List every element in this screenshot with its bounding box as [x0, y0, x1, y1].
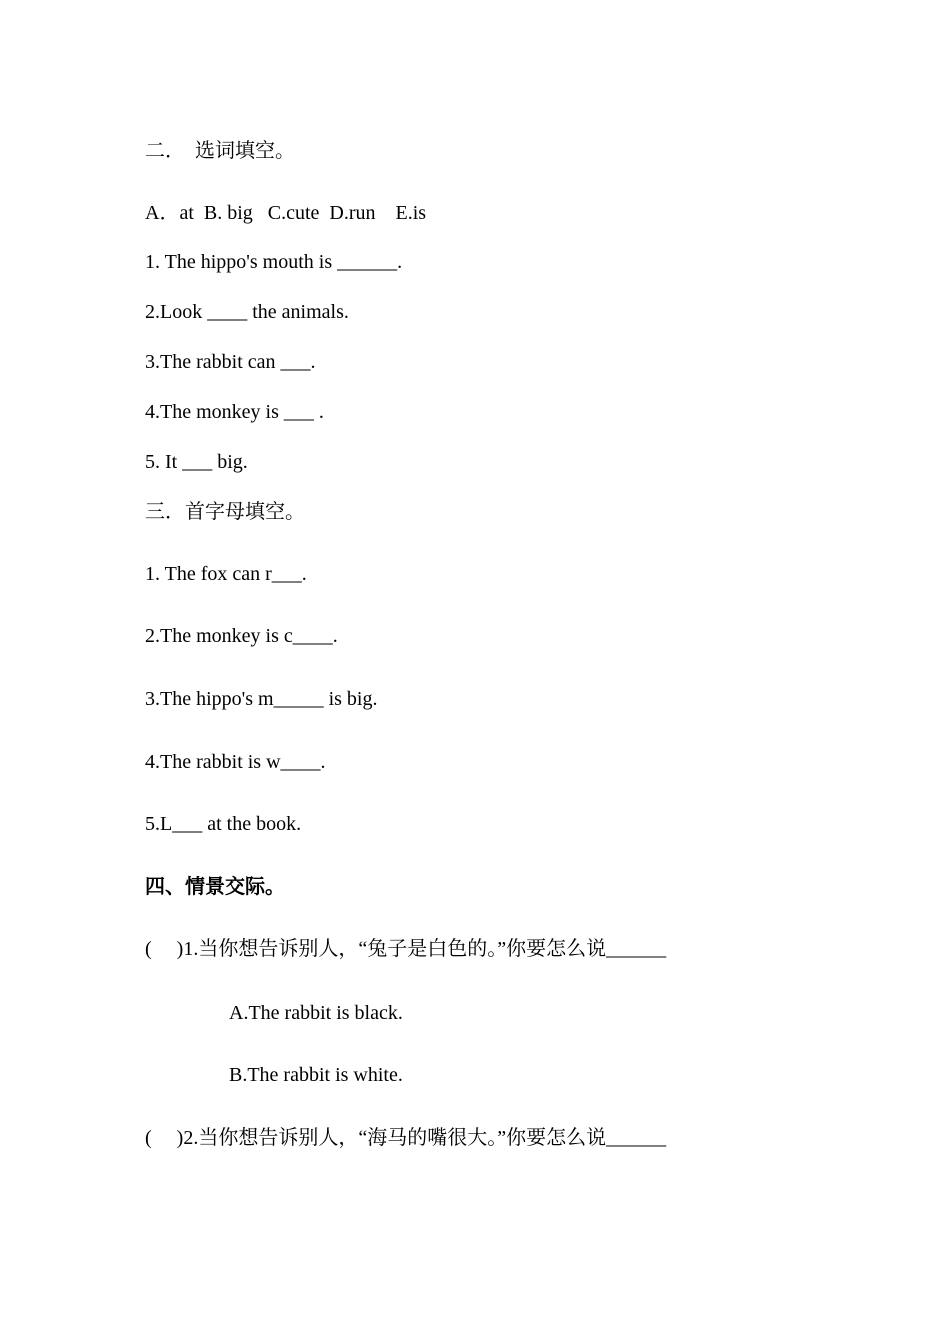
- s3-question-1: 1. The fox can r___.: [145, 563, 307, 585]
- s2-question-1: 1. The hippo's mouth is ______.: [145, 251, 403, 273]
- word-choices: A．at B. big C.cute D.run E.is: [145, 202, 427, 224]
- s2-question-2: 2.Look ____ the animals.: [145, 301, 349, 323]
- section3-heading: 三．首字母填空。: [145, 501, 305, 523]
- s2-question-3: 3.The rabbit can ___.: [145, 351, 316, 373]
- s3-question-4: 4.The rabbit is w____.: [145, 751, 326, 773]
- s4-question-2: ( )2.当你想告诉别人，“海马的嘴很大。”你要怎么说______: [145, 1127, 667, 1149]
- s2-question-4: 4.The monkey is ___ .: [145, 401, 324, 423]
- s4-q1-option-a: A.The rabbit is black.: [229, 1002, 403, 1024]
- s3-question-3: 3.The hippo's m_____ is big.: [145, 688, 378, 710]
- s3-question-5: 5.L___ at the book.: [145, 813, 302, 835]
- section2-heading: 二． 选词填空。: [145, 140, 295, 162]
- s4-question-1: ( )1.当你想告诉别人，“兔子是白色的。”你要怎么说______: [145, 938, 667, 960]
- s2-question-5: 5. It ___ big.: [145, 451, 248, 473]
- s4-q1-option-b: B.The rabbit is white.: [229, 1064, 403, 1086]
- s3-question-2: 2.The monkey is c____.: [145, 625, 338, 647]
- section4-heading: 四、情景交际。: [145, 876, 285, 898]
